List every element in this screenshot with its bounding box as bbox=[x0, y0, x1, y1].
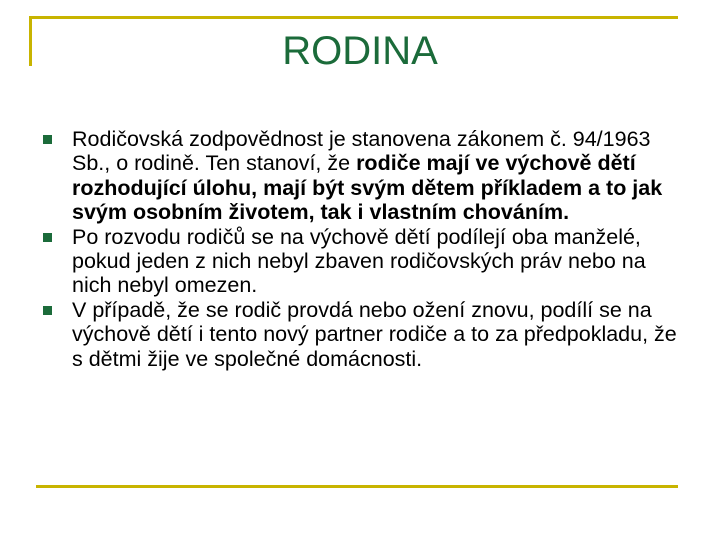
bullet-list bbox=[38, 127, 678, 371]
bullet-text-bold: rodiče mají ve výchově dětí rozhodující úlohu, mají být svým dětem příkladem a to jak svým osobním životem, tak i vlastním chováním. bbox=[72, 151, 663, 225]
bullet-text: Po rozvodu rodičů se na výchově dětí podílejí oba manželé, pokud jeden z nich nebyl zbaven rodičovských práv nebo na nich nebyl omezen. bbox=[72, 224, 646, 298]
square-bullet-icon bbox=[43, 135, 52, 144]
frame-top-line bbox=[29, 16, 678, 19]
frame-bottom-line bbox=[36, 485, 678, 488]
bullet-item bbox=[38, 298, 678, 371]
bullet-item bbox=[38, 127, 678, 225]
square-bullet-icon bbox=[43, 233, 52, 242]
bullet-text: Rodičovská zodpovědnost je stanovena zákonem č. 94/1963 Sb., o rodině. Ten stanoví, že bbox=[72, 127, 651, 176]
bullet-text: V případě, že se rodič provdá nebo ožení znovu, podílí se na výchově dětí i tento nový partner rodiče a to za předpokladu, že s dětmi žije ve společné domácnosti. bbox=[72, 297, 677, 371]
square-bullet-icon bbox=[43, 306, 52, 315]
bullet-item bbox=[38, 225, 678, 298]
slide-title: RODINA bbox=[282, 29, 438, 73]
